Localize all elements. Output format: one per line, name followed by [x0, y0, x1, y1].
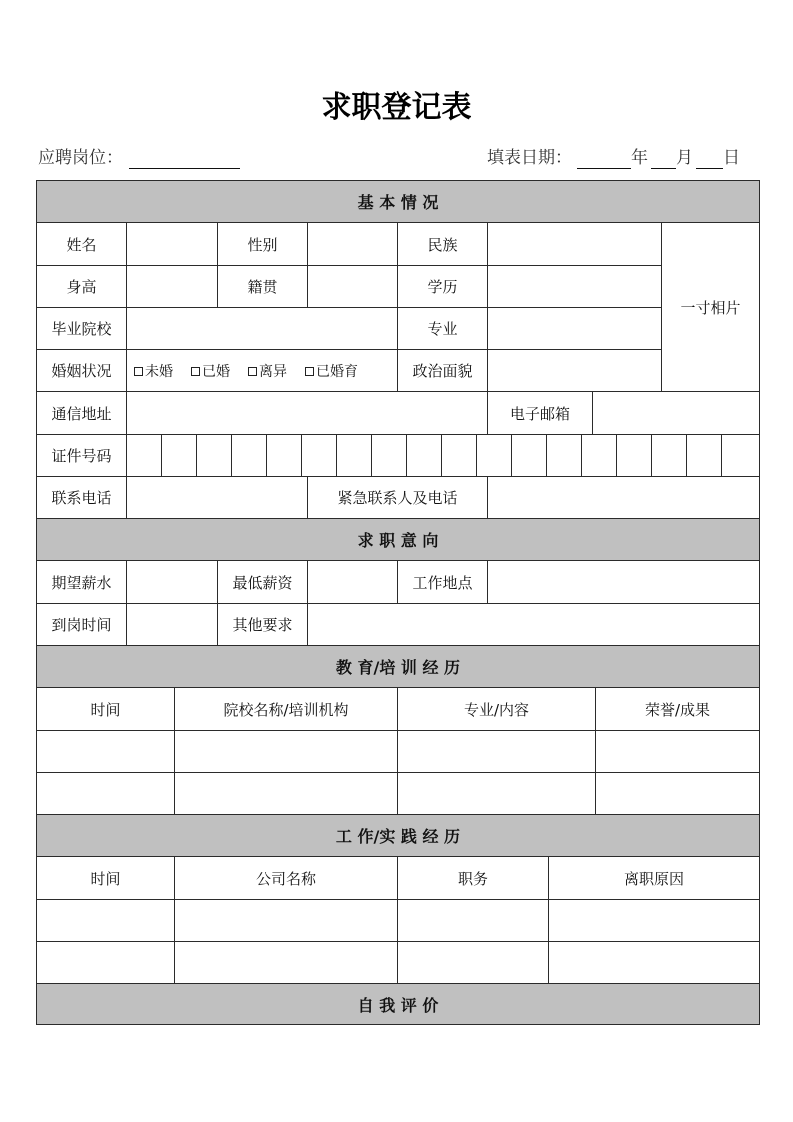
work-col-leave-reason: 离职原因 [548, 856, 760, 900]
checkbox-divorced[interactable] [248, 367, 257, 376]
section-header-job-intent: 求 职 意 向 [36, 518, 760, 561]
label-height: 身高 [36, 265, 127, 308]
expected-salary-input-cell[interactable] [126, 560, 218, 604]
id-digit-box-9[interactable] [406, 434, 442, 477]
work-col-company: 公司名称 [174, 856, 398, 900]
id-digit-box-3[interactable] [196, 434, 232, 477]
section-header-work: 工 作/实 践 经 历 [36, 814, 760, 857]
edu-row-1-institution-cell[interactable] [174, 730, 398, 773]
height-input-cell[interactable] [126, 265, 218, 308]
label-school: 毕业院校 [36, 307, 127, 350]
option-divorced-label: 离异 [259, 363, 287, 380]
work-row-1-time-cell[interactable] [36, 899, 175, 942]
id-digit-box-1[interactable] [126, 434, 162, 477]
edu-col-time: 时间 [36, 687, 175, 731]
ethnicity-input-cell[interactable] [487, 222, 662, 266]
id-digit-box-2[interactable] [161, 434, 197, 477]
label-gender: 性别 [217, 222, 308, 266]
edu-col-institution: 院校名称/培训机构 [174, 687, 398, 731]
label-marital-status: 婚姻状况 [36, 349, 127, 392]
label-native-place: 籍贯 [217, 265, 308, 308]
checkbox-married-with-children[interactable] [305, 367, 314, 376]
school-input-cell[interactable] [126, 307, 398, 350]
form-title: 求职登记表 [321, 90, 472, 125]
position-field [38, 145, 240, 169]
education-input-cell[interactable] [487, 265, 662, 308]
id-digit-box-12[interactable] [511, 434, 547, 477]
work-row-2-time-cell[interactable] [36, 941, 175, 984]
month-input[interactable] [651, 148, 676, 169]
label-political-status: 政治面貌 [397, 349, 488, 392]
id-digit-box-8[interactable] [371, 434, 407, 477]
year-label: 年 [631, 148, 648, 168]
major-input-cell[interactable] [487, 307, 662, 350]
edu-col-major: 专业/内容 [397, 687, 596, 731]
label-id-number: 证件号码 [36, 434, 127, 477]
work-row-1-position-cell[interactable] [397, 899, 549, 942]
id-digit-box-14[interactable] [581, 434, 617, 477]
edu-row-2-major-cell[interactable] [397, 772, 596, 815]
id-digit-box-18[interactable] [721, 434, 760, 477]
political-status-input-cell[interactable] [487, 349, 662, 392]
label-major: 专业 [397, 307, 488, 350]
id-digit-box-13[interactable] [546, 434, 582, 477]
edu-row-1-honors-cell[interactable] [595, 730, 760, 773]
min-salary-input-cell[interactable] [307, 560, 398, 604]
edu-row-2-time-cell[interactable] [36, 772, 175, 815]
id-digit-box-6[interactable] [301, 434, 337, 477]
option-divorced[interactable] [248, 361, 287, 381]
work-location-input-cell[interactable] [487, 560, 760, 604]
section-header-education: 教 育/培 训 经 历 [36, 645, 760, 688]
section-header-self-evaluation: 自 我 评 价 [36, 983, 760, 1025]
phone-input-cell[interactable] [126, 476, 308, 519]
id-digit-box-4[interactable] [231, 434, 267, 477]
native-place-input-cell[interactable] [307, 265, 398, 308]
name-input-cell[interactable] [126, 222, 218, 266]
option-unmarried-label: 未婚 [145, 363, 173, 380]
label-start-time: 到岗时间 [36, 603, 127, 646]
label-address: 通信地址 [36, 391, 127, 435]
option-unmarried[interactable] [134, 361, 173, 381]
id-digit-box-17[interactable] [686, 434, 722, 477]
label-name: 姓名 [36, 222, 127, 266]
label-expected-salary: 期望薪水 [36, 560, 127, 604]
id-digit-box-7[interactable] [336, 434, 372, 477]
photo-cell[interactable]: 一寸相片 [661, 222, 760, 392]
email-input-cell[interactable] [592, 391, 760, 435]
id-digit-box-11[interactable] [476, 434, 512, 477]
emergency-contact-input-cell[interactable] [487, 476, 760, 519]
gender-input-cell[interactable] [307, 222, 398, 266]
label-min-salary: 最低薪资 [217, 560, 308, 604]
label-work-location: 工作地点 [397, 560, 488, 604]
position-input[interactable] [129, 148, 240, 169]
day-label: 日 [723, 148, 740, 168]
id-digit-box-10[interactable] [441, 434, 477, 477]
label-phone: 联系电话 [36, 476, 127, 519]
label-email: 电子邮箱 [487, 391, 593, 435]
fill-date-field [487, 145, 740, 169]
option-married-with-children[interactable] [305, 361, 358, 381]
work-col-time: 时间 [36, 856, 175, 900]
edu-col-honors: 荣誉/成果 [595, 687, 760, 731]
start-time-input-cell[interactable] [126, 603, 218, 646]
address-input-cell[interactable] [126, 391, 488, 435]
work-row-2-leave-reason-cell[interactable] [548, 941, 760, 984]
month-label: 月 [676, 148, 693, 168]
position-label: 应聘岗位： [38, 148, 123, 168]
edu-row-2-honors-cell[interactable] [595, 772, 760, 815]
label-education: 学历 [397, 265, 488, 308]
edu-row-1-major-cell[interactable] [397, 730, 596, 773]
label-ethnicity: 民族 [397, 222, 488, 266]
section-header-basic-info: 基 本 情 况 [36, 180, 760, 223]
id-digit-box-16[interactable] [651, 434, 687, 477]
fill-date-label: 填表日期： [487, 148, 572, 168]
work-row-2-company-cell[interactable] [174, 941, 398, 984]
option-married[interactable] [191, 361, 230, 381]
option-married-label: 已婚 [202, 363, 230, 380]
checkbox-married[interactable] [191, 367, 200, 376]
label-emergency-contact: 紧急联系人及电话 [307, 476, 488, 519]
marital-status-options [126, 349, 398, 392]
edu-row-2-institution-cell[interactable] [174, 772, 398, 815]
id-digit-box-5[interactable] [266, 434, 302, 477]
work-row-1-leave-reason-cell[interactable] [548, 899, 760, 942]
work-row-1-company-cell[interactable] [174, 899, 398, 942]
id-digit-box-15[interactable] [616, 434, 652, 477]
option-married-with-children-label: 已婚育 [316, 363, 358, 380]
other-requirements-input-cell[interactable] [307, 603, 760, 646]
label-other-requirements: 其他要求 [217, 603, 308, 646]
day-input[interactable] [696, 148, 723, 169]
checkbox-unmarried[interactable] [134, 367, 143, 376]
work-col-position: 职务 [397, 856, 549, 900]
edu-row-1-time-cell[interactable] [36, 730, 175, 773]
work-row-2-position-cell[interactable] [397, 941, 549, 984]
year-input[interactable] [577, 148, 631, 169]
